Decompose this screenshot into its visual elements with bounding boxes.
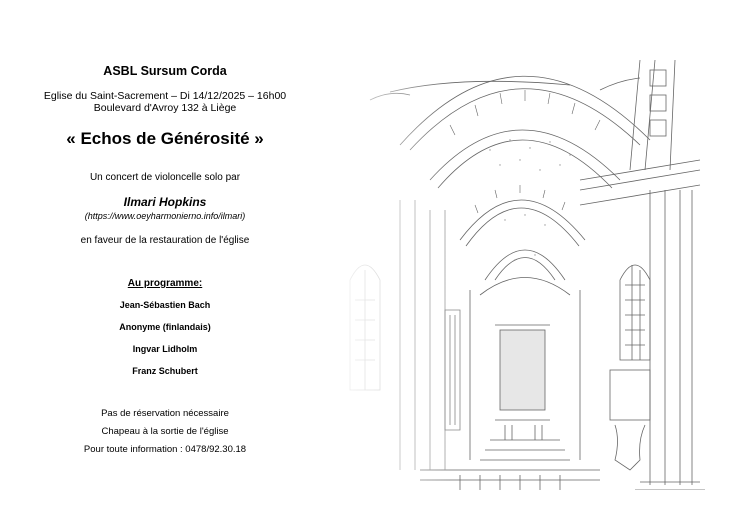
footer-donation: Chapeau à la sortie de l'église [101, 426, 229, 437]
program-item: Anonyme (finlandais) [119, 322, 211, 332]
concert-intro: Un concert de violoncelle solo par [89, 172, 241, 183]
program-heading: Au programme: [127, 278, 203, 289]
church-interior-illustration [320, 30, 720, 490]
artist-name: Ilmari Hopkins [123, 195, 207, 209]
artist-url: (https://www.oeyharmonierno.info/ilmari) [84, 211, 246, 221]
venue-date-time: Eglise du Saint-Sacrement – Di 14/12/2025 – 16h00 [43, 90, 287, 102]
program-item: Franz Schubert [132, 366, 198, 376]
flyer-text-column [20, 0, 310, 516]
footer-contact: Pour toute information : 0478/92.30.18 [83, 444, 247, 455]
venue-address: Boulevard d'Avroy 132 à Liège [93, 102, 237, 114]
program-item: Jean-Sébastien Bach [119, 300, 211, 310]
concert-title: « Echos de Générosité » [66, 129, 264, 148]
footer-reservation: Pas de réservation nécessaire [101, 408, 229, 419]
organization-name: ASBL Sursum Corda [103, 64, 227, 78]
concert-cause: en faveur de la restauration de l'église [80, 235, 250, 246]
program-item: Ingvar Lidholm [132, 344, 198, 354]
